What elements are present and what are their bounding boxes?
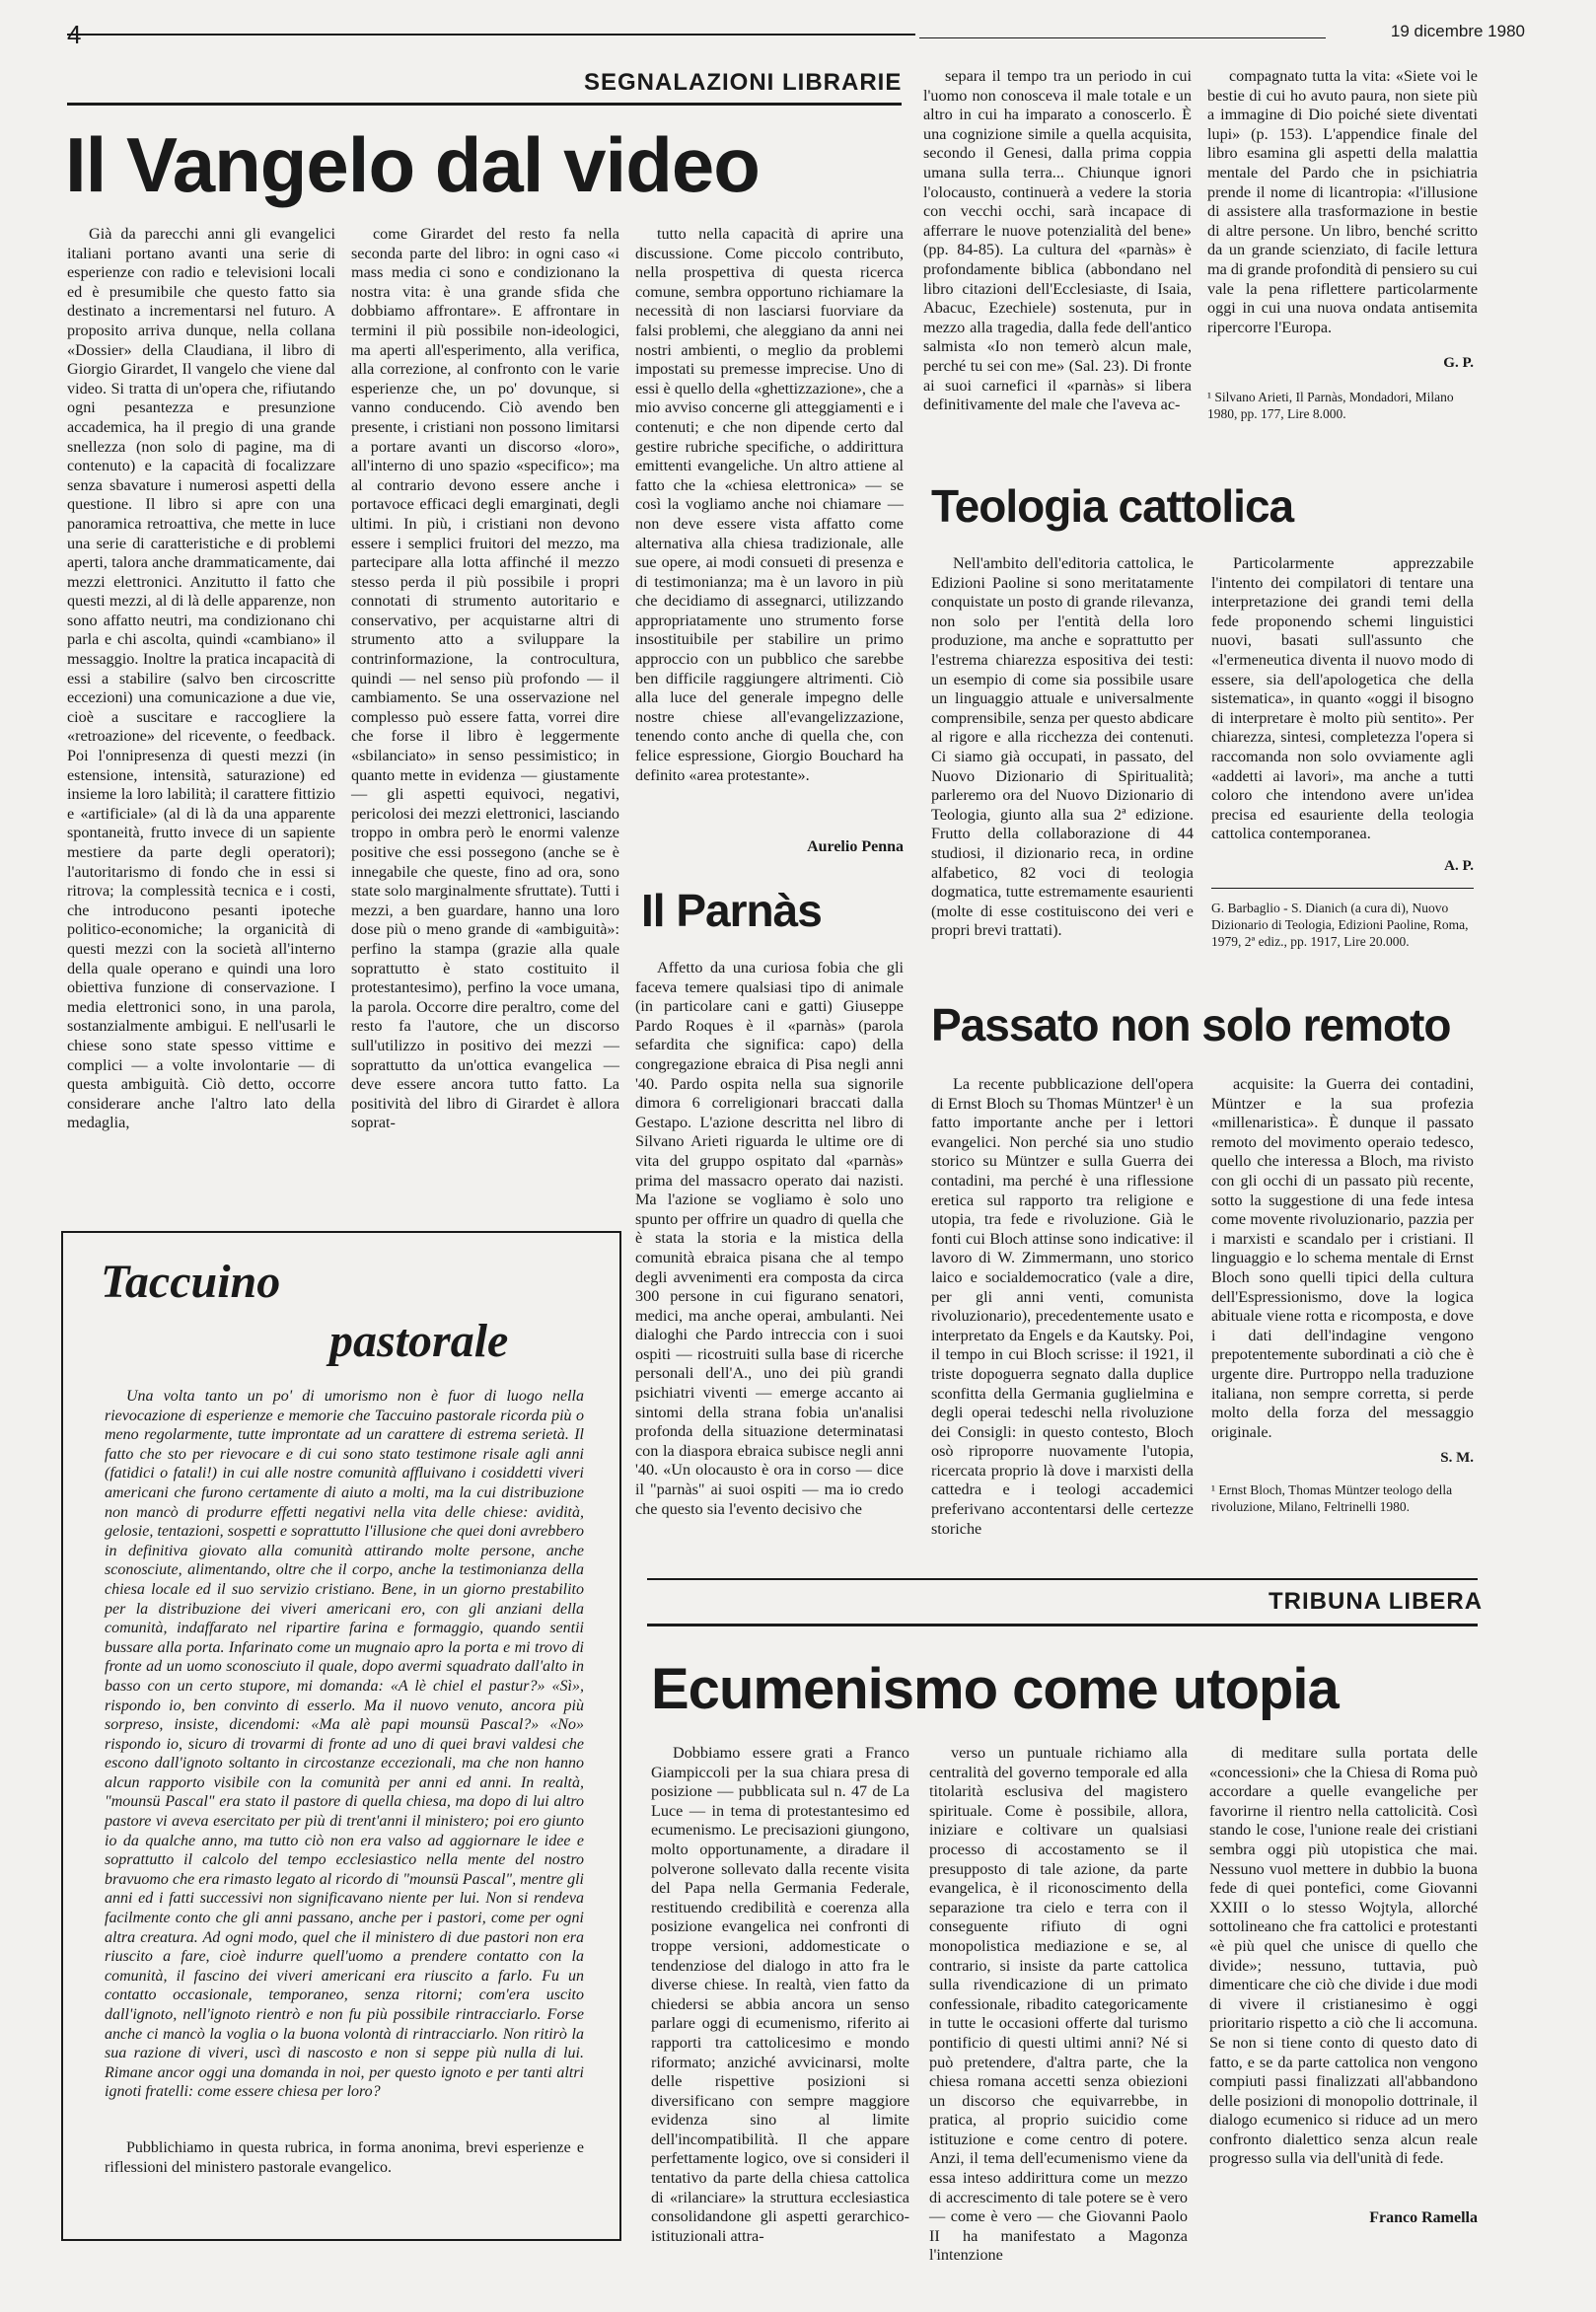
parnas-column-2: separa il tempo tra un periodo in cui l'uomo non conosceva il male totale e un altro in cui ha imparato a conoscerlo. È una cognizione simile a quella acquisita, secondo il Genesi, dalla prima coppia umana sulla terra... Chiunque ignori l'olocausto, continuerà a vedere la storia con vecchi occhi, sarà incapace di afferrare le nuove potenzialità del bene» (pp. 84-85). La cultura del «parnàs» è profondamente biblica (abbondano nel libro citazioni dell'Ecclesiaste, di Isaia, Abacuc, Ezechiele) sostenuta, pur in mezzo alla tragedia, dalla fede dell'antico salmista «Io non temerò alcun male, perché tu sei con me» (Sal. 23). Di fronte ai suoi carnefici il «parnàs» si libera definitivamente del male che l'aveva ac- bbox=[923, 67, 1192, 414]
taccuino-title-line1: Taccuino bbox=[101, 1256, 281, 1308]
ecumenismo-author: Franco Ramella bbox=[1369, 2209, 1478, 2226]
issue-date: 19 dicembre 1980 bbox=[1390, 22, 1525, 40]
section-rule bbox=[67, 103, 902, 106]
section-label-segnalazioni: SEGNALAZIONI LIBRARIE bbox=[584, 69, 903, 96]
taccuino-pastorale-box bbox=[61, 1231, 621, 2241]
top-rule bbox=[67, 34, 915, 36]
headline-teologia: Teologia cattolica bbox=[931, 480, 1294, 532]
ecumenismo-column-3: di meditare sulla portata delle «concessioni» che la Chiesa di Roma può accordare a quelle evangeliche per favorirne il rientro nella cattolicità. Così stando le cose, l'unione reale dei cristiani sembra oggi più utopistica che mai. Nessuno vuol mettere in dubbio la buona fede di quei pontefici, come Giovanni XXIII o lo stesso Wojtyla, allorché sottolineano che fra cattolici e protestanti «è più quel che unisce di quello che divide»; nessuno, tuttavia, può dimenticare che ciò che divide i due modi di vivere il cristianesimo è oggi prioritario rispetto a ciò che li accomuna. Se non si tiene conto di questo dato di fatto, e se da parte cattolica non vengono compiuti passi finalizzati all'abbandono delle posizioni di monopolio dottrinale, il dialogo ecumenico si riduce ad un mero confronto dialettico senza alcun reale progresso sulla via dell'unità di fede. bbox=[1209, 1744, 1478, 2168]
ecumenismo-column-2: verso un puntuale richiamo alla centralità del governo temporale ed alla titolarità esclusiva del magistero spirituale. Come è possibile, allora, iniziare e coltivare un qualsiasi processo di accostamento se il presupposto di tale azione, da parte evangelica, è il riconoscimento della separazione tra cielo e terra con il conseguente rifiuto di ogni monopolistica mediazione e se, al contrario, si insiste da parte cattolica sulla rivendicazione di un primato confessionale, ribadito categoricamente in tutte le occasioni offerte dal turismo pontificio di questi ultimi anni? Né si può pretendere, d'altra parte, che la chiesa romana accetti senza obiezioni un discorso che equivarrebbe, in pratica, al proprio suicidio come istituzione e come centro di potere. Anzi, il tema dell'ecumenismo viene da essa inteso addirittura come un mezzo di accrescimento di tale potere se è vero — come è vero — che Giovanni Paolo II ha manifestato a Magonza l'intenzione bbox=[929, 1744, 1188, 2265]
headline-vangelo: Il Vangelo dal video bbox=[65, 121, 760, 208]
section-label-tribuna: TRIBUNA LIBERA bbox=[1269, 1588, 1484, 1615]
parnas-footnote: ¹ Silvano Arieti, Il Parnàs, Mondadori, Milano 1980, pp. 177, Lire 8.000. bbox=[1207, 390, 1454, 421]
taccuino-body: Una volta tanto un po' di umorismo non è fuor di luogo nella rievocazione di esperienze e memorie che Taccuino pastorale ricorda più o meno regolarmente, tutte improntate ad un carattere di estrema serietà. Il fatto che sto per rievocare e di cui sono stato testimone risale agli anni (fatidici o fatali!) in cui alle nostre comunità affluivano i cosiddetti viveri americani che furono certamente di aiuto a molti, ma la cui distribuzione non mancò di produrre effetti negativi nella vita delle chiese: avidità, gelosie, tentazioni, sospetti e soprattutto l'illusione che quei doni avrebbero in definitiva giovato alla comunità attirando molte persone, anche sconosciute, alimentando, oltre che il corpo, anche la testimonianza della chiesa locale ed il suo servizio cristiano. Bene, in un giorno prestabilito per la distribuzione dei viveri americani ero, con gli anziani della comunità, indaffarato nel ripartire farina e formaggio, quando sentii bussare alla porta. Infarinato come un mugnaio apro la porta e mi trovo di fronte ad un uomo sconosciuto il quale, dopo avermi squadrato dall'alto in basso con un certo stupore, mi domanda: «A lè chiel el pastur?» «Sì», rispondo io, ben convinto di esserlo. Ma il nuovo venuto, ancora più sorpreso, insiste, dicendomi: «Ma alè papi mounsü Pascal?» «No» rispondo io, sicuro di trovarmi di fronte ad uno di quei bravi valdesi che escono dall'ignoto soltanto in circostanze eccezionali, ma che non hanno alcun rapporto visibile con la comunità per anni ed anni. In realtà, "mounsü Pascal" era stato il pastore di quella chiesa, ma dopo di lui altro pastore vi aveva esercitato per più di trent'anni il ministero; poi ero giunto io da qualche anno, ma tutto ciò non era valso ad aggiornare le idee e soprattutto il calcolo del tempo ecclesiastico nella mente del nostro bravuomo che era rimasto legato al ricordo di "mounsü Pascal", mentre gli anni ed i fatti successivi non significavano niente per lui. Non si rendeva facilmente conto che gli anni passano, anche per i pastori, come per ogni altra creatura. Ad ogni modo, quel che il ministero di due pastori non era riuscito a fare, cioè indurre quell'uomo a prendere contatto con la comunità, il fascino dei viveri americani era riuscito a farlo. Fu un contatto occasionale, temporaneo, senza ritorni; com'era uscito dall'ignoto, nell'ignoto rientrò e non fu più possibile rintracciarlo. Forse anche ci mancò la voglia o la buona volontà di rintracciarlo. Non ritirò la sua razione di viveri, uscì di nascosto e non si seppe più nulla di lui. Rimane ancor oggi una domanda in noi, per questo ignoto e per tanti altri ignoti fratelli: come essere chiesa per loro? bbox=[105, 1388, 584, 2101]
taccuino-note: Pubblichiamo in questa rubrica, in forma anonima, brevi esperienze e riflessioni del ministero pastorale evangelico. bbox=[105, 2139, 584, 2176]
top-rule-right bbox=[919, 37, 1326, 38]
teologia-signature: A. P. bbox=[1444, 858, 1474, 874]
ecumenismo-column-1: Dobbiamo essere grati a Franco Giampiccoli per la sua chiara presa di posizione — pubblicata sul n. 47 de La Luce — in tema di protestantesimo ed ecumenismo. Le precisazioni giungono, molto opportunamente, a diradare il polverone sollevato dalla recente visita del Papa nella Germania Federale, restituendo credibilità e coerenza alla posizione evangelica nei confronti di troppe versioni, addomesticate o tendenziose del dialogo in atto fra le diverse chiese. In realtà, vien fatto da chiedersi se abbia ancora un senso parlare oggi di ecumenismo, riferito ai rapporti tra cattolicesimo e mondo riformato; anziché avvicinarsi, molte delle rispettive posizioni si diversificano con sempre maggiore evidenza sino al limite dell'incompatibilità. Il che appare perfettamente logico, ove si consideri il tentativo da parte della chiesa cattolica di «rilanciare» la struttura ecclesiastica consolidandone gli aspetti gerarchico-istituzionali attra- bbox=[651, 1744, 909, 2245]
teologia-footnote-rule bbox=[1211, 888, 1474, 889]
teologia-column-1: Nell'ambito dell'editoria cattolica, le Edizioni Paoline si sono meritatamente conquistate un posto di grande rilevanza, non solo per l'entità della loro produzione, ma anche e soprattutto per l'estrema chiarezza espositiva dei testi: un esempio di come sia possibile usare un linguaggio attuale e universalmente comprensibile, senza per questo abdicare al rigore e alla ricchezza dei contenuti. Ci siamo già occupati, in passato, del Nuovo Dizionario di Spiritualità; parleremo ora del Nuovo Dizionario di Teologia, giunto alla sua 2ª edizione. Frutto della collaborazione di 44 studiosi, il dizionario reca, in ordine alfabetico, 82 voci di teologia dogmatica, tutte estremamente esaurienti (molte di esse costituiscono dei veri e propri brevi trattati). bbox=[931, 554, 1194, 940]
tribuna-rule bbox=[647, 1624, 1478, 1626]
vangelo-column-3: tutto nella capacità di aprire una discussione. Come piccolo contributo, nella prospettiva di questa ricerca comune, sembra opportuno richiamare la necessità di non lasciarsi fuorviare da falsi problemi, che aleggiano da anni nei nostri ambienti, o meglio da problemi impostati su premesse imprecise. Uno di essi è quello della «ghettizzazione», che a mio avviso concerne gli atteggiamenti e i contenuti; e che non dipende certo dal gestire rubriche specifiche, o addirittura emittenti evangeliche. Un altro attiene al fatto che la «chiesa elettronica» — se così la vogliamo anche noi chiamare — non deve essere vista affatto come alternativa alla chiesa tradizionale, alle sue opere, ai modi consueti di presenza e di testimonianza; ma è un lavoro in più che decidiamo di assegnarci, utilizzando appropriatamente uno strumento forse insostituibile per stabilire un primo approccio con un pubblico che sarebbe ben difficile raggiungere altrimenti. Ciò alla luce del generale impegno delle nostre chiese all'evangelizzazione, tenendo conto anche di quella che, con felice espressione, Giorgio Bouchard ha definito «area protestante». bbox=[635, 225, 904, 784]
parnas-signature: G. P. bbox=[1443, 355, 1474, 371]
tribuna-top-rule bbox=[647, 1578, 1478, 1580]
headline-passato: Passato non solo remoto bbox=[931, 999, 1451, 1050]
teologia-footnote: G. Barbaglio - S. Dianich (a cura di), Nuovo Dizionario di Teologia, Edizioni Paoline, Roma, 1979, 2ª ediz., pp. 1917, Lire 20.000. bbox=[1211, 901, 1469, 949]
vangelo-column-2: come Girardet del resto fa nella seconda parte del libro: in ogni caso «i mass media ci sono e condizionano la nostra vita: è una grande sfida che dobbiamo affrontare». E affrontare in termini il più possibile non-ideologici, ma aperti all'esperimento, alla verifica, alla correzione, al confronto con le varie esperienze che, un po' dovunque, si vanno conducendo. Ciò avendo ben presente, i cristiani non possono limitarsi a portare avanti un discorso «loro», all'interno di uno spazio «specifico»; ma al contrario devono essere anche i portavoce efficaci degli emarginati, degli ultimi. In più, i cristiani non devono essere i semplici fruitori del mezzo, ma partecipare alla lotta affinché il mezzo stesso perda il più possibile i propri connotati di strumento autoritario e conservativo, per acquistarne altri di strumento atto a sviluppare la contrinformazione, la controcultura, quindi — nel senso più profondo — il cambiamento. Se una osservazione nel complesso può essere fatta, vorrei dire che forse il libro è leggermente «sbilanciato» in senso pessimistico; in quanto mette in evidenza — giustamente — gli aspetti equivoci, negativi, pericolosi dei mezzi elettronici, lasciando troppo in ombra però le enormi valenze positive che essi possegono (anche se è innegabile che queste, fino ad ora, sono state solo marginalmente sfruttate). Tutti i mezzi, a ben guardare, hanno una loro dose più o meno grande di «ambiguità»: perfino la stampa (grazie alla quale soprattutto è stato costituito il protestantesimo), perfino la voce umana, la parola. Occorre dire peraltro, come del resto fa l'autore, che un discorso sull'utilizzo in positivo dei mezzi — soprattutto da un'ottica evangelica — deve essere ancora tutto fatto. La positività del libro di Girardet è allora soprat- bbox=[351, 225, 619, 1132]
headline-ecumenismo: Ecumenismo come utopia bbox=[651, 1657, 1339, 1721]
teologia-column-2: Particolarmente apprezzabile l'intento dei compilatori di tentare una interpretazione dei grandi temi della fede proponendo schemi linguistici nuovi, basati sull'assunto che «l'ermeneutica diventa il nuovo modo di essere, sia dell'apologetica che della sistematica», in quanto «oggi il bisogno di interpretare è molto più sentito». Per chiarezza, sintesi, completezza l'opera si raccomanda non solo ovviamente agli «addetti ai lavori», ma anche a tutti coloro che intendono avere un'idea precisa ed esauriente della teologia cattolica contemporanea. bbox=[1211, 554, 1474, 843]
passato-signature: S. M. bbox=[1440, 1450, 1474, 1466]
passato-column-2: acquisite: la Guerra dei contadini, Müntzer e la sua profezia «millenaristica». È dunque il passato remoto del movimento operaio tedesco, quello che interessa a Bloch, ma rivisto con gli occhi di un passato più recente, sotto la suggestione di una fede intesa come movente rivoluzionario, pazzia per i marxisti e scandalo per i cristiani. Il linguaggio e lo schema mentale di Ernst Bloch sono quelli tipici della cultura dell'Espressionismo, dove la logica abituale viene rotta e ricomposta, e dove i dati dell'indagine vengono prepotentemente subordinati a ciò che è urgente dire. Purtroppo nella traduzione italiana, non sempre corretta, si perde molto della forza del messaggio originale. bbox=[1211, 1075, 1474, 1441]
taccuino-title-line2: pastorale bbox=[329, 1315, 509, 1367]
vangelo-author: Aurelio Penna bbox=[807, 838, 904, 855]
headline-parnas: Il Parnàs bbox=[641, 885, 822, 936]
parnas-column-3: compagnato tutta la vita: «Siete voi le bestie di cui ho avuto paura, non siete più a immagine di Dio poiché siete diventati lupi» (p. 153). L'appendice finale del libro esamina gli aspetti della malattia mentale del Pardo che in psichiatria prende il nome di licantropia: «l'illusione di assistere alla trasformazione in bestie di altre persone. Un libro, benché scritto da un grande scienziato, di facile lettura ma di grande profondità di pensiero su cui vale la pena riflettere particolarmente oggi in cui una nuova ondata antisemita ripercorre l'Europa. bbox=[1207, 67, 1478, 336]
parnas-column-1: Affetto da una curiosa fobia che gli faceva temere qualsiasi tipo di animale (in particolare cani e gatti) Giuseppe Pardo Roques è il «parnàs» (parola sefardita che significa: capo) della congregazione ebraica di Pisa negli anni '40. Pardo ospita nella sua signorile dimora 6 correligionari braccati dalla Gestapo. L'azione descritta nel libro di Silvano Arieti riguarda le ultime ore di vita del gruppo ospitato dal «parnàs» prima del massacro operato dai nazisti. Ma l'azione se vogliamo è solo uno spunto per offrire un quadro di quella che è stata la storia e la mistica della comunità ebraica pisana che al tempo degli avvenimenti era composta da circa 300 persone in cui figurano senatori, medici, ma anche operai, ambulanti. Nei dialoghi che Pardo intreccia con i suoi ospiti — ricostruiti sulla base di ricerche personali dell'A., uno dei più grandi psichiatri viventi — emerge accanto ai sintomi della strana fobia un'analisi profonda della situazione determinatasi con la diaspora ebraica subisce negli anni '40. «Un olocausto è ora in corso — dice il "parnàs" ai suoi ospiti — ma io credo che questo sia l'evento decisivo che bbox=[635, 959, 904, 1518]
passato-column-1: La recente pubblicazione dell'opera di Ernst Bloch su Thomas Müntzer¹ è un fatto importante anche per i lettori evangelici. Non perché sia uno studio storico su Müntzer e sulla Guerra dei contadini, ma perché è una riflessione eretica sul rapporto tra religione e utopia, tra fede e rivoluzione. Già le fonti cui Bloch attinse sono indicative: il lavoro di W. Zimmermann, uno storico laico e socialdemocratico (vale a dire, per gli anni venti, comunista rivoluzionario), precedentemente usato e interpretato da Engels e da Kautsky. Poi, il tempo in cui Bloch scrisse: il 1921, il triste dopoguerra segnato dalla duplice sconfitta della Germania guglielmina e degli operai tedeschi nella rivoluzione dei Consigli: in questo contesto, Bloch osò riproporre nuovamente l'utopia, ricercata proprio là dove i marxisti della cattedra e i teologi accademici preferivano accontentarsi delle certezze storiche bbox=[931, 1075, 1194, 1538]
passato-footnote: ¹ Ernst Bloch, Thomas Müntzer teologo della rivoluzione, Milano, Feltrinelli 1980. bbox=[1211, 1482, 1453, 1514]
vangelo-column-1: Già da parecchi anni gli evangelici italiani portano avanti una serie di esperienze con radio e televisioni locali ed è presumibile che questo fatto sia destinato a incrementarsi nel futuro. A proposito arriva dunque, nella collana «Dossier» della Claudiana, il libro di Giorgio Girardet, Il vangelo che viene dal video. Si tratta di un'opera che, rifiutando ogni pesantezza e presunzione accademica, ha il pregio di una grande snellezza (non solo di pagine, ma di contenuto) e la capacità di focalizzare senza sbavature i numerosi aspetti della questione. Il libro si apre con una panoramica retroattiva, che mette in luce una serie di caratteristiche e di problemi aperti, talora anche drammaticamente, dai mezzi elettronici. Anzitutto il fatto che questi mezzi, al di là delle apparenze, non sono affatto neutri, ma condizionano chi parla e chi ascolta, quindi «cambiano» il messaggio. Inoltre la pratica incapacità di essi a stabilire (salvo ben circoscritte eccezioni) una comunicazione a due vie, cioè a suscitare e raccogliere la «retroazione» del ricevente, o feedback. Poi l'onnipresenza di questi mezzi (in estensione, intensità, saturazione) ed insieme la loro labilità; il carattere fittizio e «artificiale» (al di là da una apparente spontaneità, frutto invece di un sapiente mestiere da parte degli operatori); l'autoritarismo di fondo che in essi si ritrova; la complessità tecnica e i costi, che introducono pesanti ipoteche politico-economiche; la organicità di questi mezzi con la società all'interno della quale operano e quindi una loro obiettiva funzione di conservazione. I media elettronici sono, in una parola, sostanzialmente ambigui. E nell'usarli le chiese sono state spesso vittime e complici — a volte involontarie — di questa ambiguità. Ciò detto, occorre considerare anche l'altro lato della medaglia, bbox=[67, 225, 335, 1132]
